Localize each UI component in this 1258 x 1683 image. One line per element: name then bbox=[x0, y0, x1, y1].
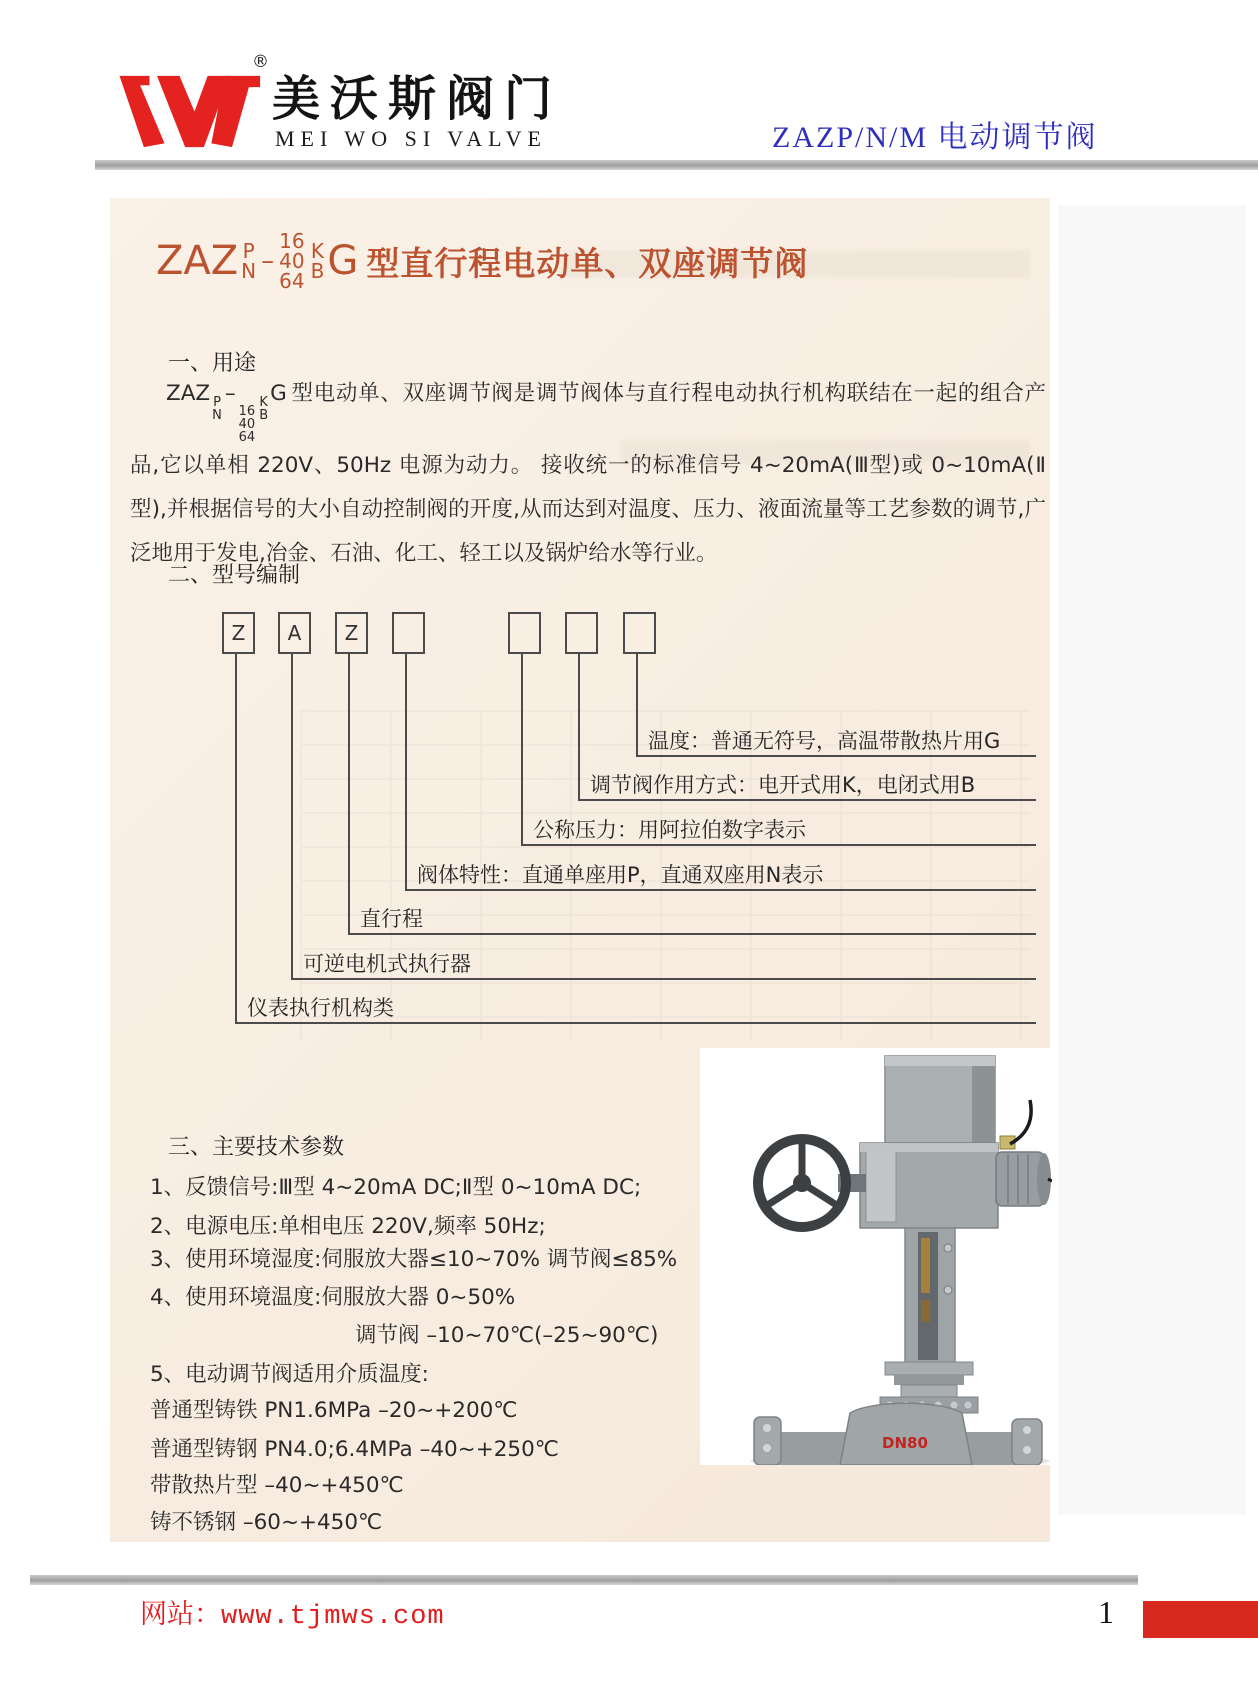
para-model-prefix: ZAZ bbox=[166, 381, 211, 406]
connector-line bbox=[578, 652, 580, 799]
para-body-text: 型电动单、双座调节阀是调节阀体与直行程电动执行机构联结在一起的组合产品,它以单相 220V、50Hz 电源为动力。 接收统一的标准信号 4~20mA(Ⅲ型)或 0~10mA(Ⅱ型),并根据信号的大小自动控制阀的开度,从而达到对温度、压力、液面流量等工艺参数的调节,广泛地用于发电,冶金、石油、化工、轻工以及锅炉给水等行业。 bbox=[130, 381, 1046, 566]
tech-item-cast-iron: 普通型铸铁 PN1.6MPa –20~+200℃ bbox=[150, 1398, 518, 1423]
title-16: 16 bbox=[279, 229, 305, 253]
tech-item-finned: 带散热片型 –40~+450℃ bbox=[150, 1473, 404, 1498]
para-n: N bbox=[212, 408, 222, 423]
title-n: N bbox=[241, 259, 257, 283]
title-g: G bbox=[327, 238, 359, 284]
para-k: K bbox=[259, 395, 268, 410]
brand-logo-icon bbox=[112, 56, 262, 152]
connector-line bbox=[636, 652, 638, 755]
section-heading-model: 二、型号编制 bbox=[168, 563, 301, 588]
label-underline bbox=[636, 755, 1036, 757]
para-p: P bbox=[213, 395, 221, 410]
tech-item-ambient-temp: 4、使用环境温度:伺服放大器 0~50% bbox=[150, 1285, 516, 1310]
section-heading-usage: 一、用途 bbox=[168, 351, 257, 376]
para-stack-kb bbox=[259, 396, 268, 422]
tech-item-feedback: 1、反馈信号:Ⅲ型 4~20mA DC;Ⅱ型 0~10mA DC; bbox=[150, 1175, 642, 1200]
title-dash: – bbox=[261, 246, 275, 276]
tech-item-medium-temp-heading: 5、电动调节阀适用介质温度: bbox=[150, 1362, 429, 1387]
tech-item-humidity: 3、使用环境湿度:伺服放大器≤10~70% 调节阀≤85% bbox=[150, 1247, 678, 1272]
title-stack-pn bbox=[241, 241, 256, 281]
model-box-1: Z bbox=[222, 612, 255, 654]
title-text: 型直行程电动单、双座调节阀 bbox=[366, 243, 809, 283]
valve-body bbox=[754, 1403, 1042, 1465]
title-model-prefix: ZAZ bbox=[156, 238, 239, 284]
section-heading-tech: 三、主要技术参数 bbox=[168, 1135, 345, 1160]
footer-divider-bar bbox=[30, 1575, 1138, 1585]
valve-yoke bbox=[905, 1228, 955, 1364]
showthrough-right-margin bbox=[1058, 205, 1246, 1515]
valve-photo-illustration bbox=[700, 1048, 1052, 1465]
label-underline bbox=[578, 799, 1036, 801]
model-box-3: Z bbox=[335, 612, 368, 654]
para-b: B bbox=[259, 408, 269, 423]
tech-item-cast-steel: 普通型铸钢 PN4.0;6.4MPa –40~+250℃ bbox=[150, 1437, 559, 1462]
header-divider-bar bbox=[95, 160, 1258, 170]
valve-dn-label: DN80 bbox=[882, 1434, 928, 1452]
model-box-2: A bbox=[278, 612, 311, 654]
legend-action-mode: 调节阀作用方式：电开式用K，电闭式用B bbox=[590, 773, 976, 797]
title-64: 64 bbox=[279, 269, 305, 293]
title-40: 40 bbox=[279, 249, 305, 273]
connector-line bbox=[348, 652, 350, 933]
website-label: 网站： bbox=[140, 1599, 221, 1630]
legend-reversible-motor: 可逆电机式执行器 bbox=[303, 952, 471, 976]
model-box-4 bbox=[392, 612, 425, 654]
legend-body-characteristic: 阀体特性：直通单座用P，直通双座用N表示 bbox=[417, 863, 824, 887]
legend-linear-travel: 直行程 bbox=[360, 907, 423, 931]
tech-item-valve-temp: 调节阀 –10~70℃(–25~90℃) bbox=[355, 1323, 659, 1348]
para-16: 16 bbox=[238, 404, 256, 419]
legend-actuator-class: 仪表执行机构类 bbox=[247, 996, 394, 1020]
website-url: www.tjmws.com bbox=[221, 1602, 445, 1632]
brand-name-english: MEI WO SI VALVE bbox=[275, 126, 547, 151]
header-product-line: ZAZP/N/M 电动调节阀 bbox=[772, 121, 1098, 154]
label-underline bbox=[235, 1022, 1036, 1024]
label-underline bbox=[521, 844, 1036, 846]
footer-website bbox=[140, 1592, 445, 1632]
para-stack-pn bbox=[212, 396, 222, 422]
title-b: B bbox=[310, 259, 325, 283]
model-box-6 bbox=[565, 612, 598, 654]
corner-red-block bbox=[1143, 1601, 1258, 1638]
tech-item-stainless: 铸不锈钢 –60~+450℃ bbox=[150, 1510, 383, 1535]
model-box-5 bbox=[508, 612, 541, 654]
legend-temperature: 温度：普通无符号，高温带散热片用G bbox=[648, 729, 1001, 753]
title-stack-kb bbox=[311, 241, 325, 281]
registered-trademark-icon: ® bbox=[252, 52, 269, 72]
legend-nominal-pressure: 公称压力：用阿拉伯数字表示 bbox=[533, 818, 806, 842]
para-dash: – bbox=[224, 381, 236, 406]
title-k: K bbox=[310, 239, 325, 263]
brand-name-chinese: 美沃斯阀门 bbox=[272, 71, 563, 127]
valve-motor bbox=[996, 1152, 1052, 1206]
label-underline bbox=[405, 889, 1036, 891]
para-64: 64 bbox=[238, 430, 256, 445]
page-number: 1 bbox=[1098, 1594, 1114, 1630]
para-g: G bbox=[270, 381, 287, 406]
connector-line bbox=[291, 652, 293, 978]
valve-photo bbox=[700, 1048, 1052, 1465]
title-p: P bbox=[242, 239, 255, 263]
usage-paragraph bbox=[130, 372, 1046, 576]
para-stack-pressure bbox=[239, 405, 256, 444]
connector-line bbox=[235, 652, 237, 1022]
label-underline bbox=[348, 933, 1036, 935]
connector-line bbox=[521, 652, 523, 844]
para-40: 40 bbox=[238, 417, 256, 432]
label-underline bbox=[291, 978, 1036, 980]
document-title bbox=[156, 222, 808, 300]
valve-handwheel bbox=[758, 1139, 866, 1227]
title-stack-pressure bbox=[279, 231, 304, 291]
tech-item-power: 2、电源电压:单相电压 220V,频率 50Hz; bbox=[150, 1214, 546, 1239]
model-box-7 bbox=[623, 612, 656, 654]
connector-line bbox=[405, 652, 407, 889]
